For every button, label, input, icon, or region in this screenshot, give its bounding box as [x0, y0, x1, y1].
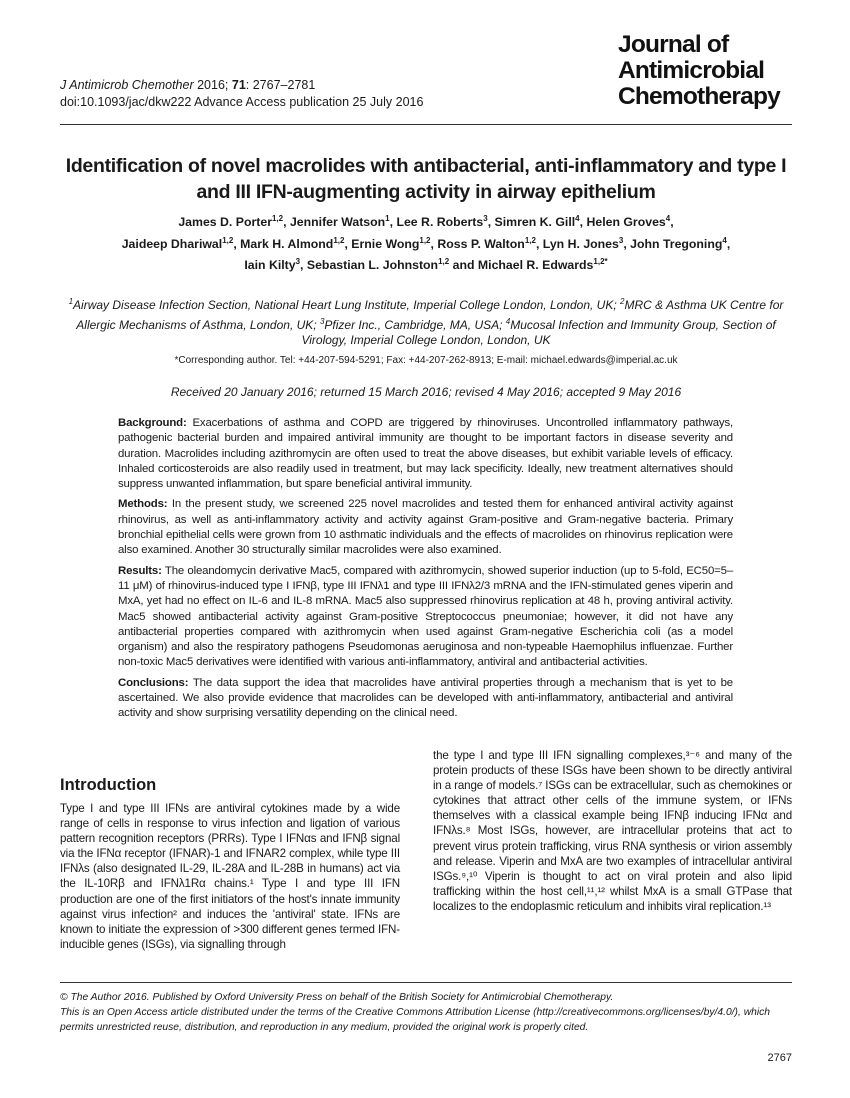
abstract-background: Background: Exacerbations of asthma and COPD are triggered by rhinoviruses. Uncontrolled inflammatory pathways, pathogenic bacterial burden and impaired antiviral immunity are thought to be important factors in disease severity and duration. Macrolides including azithromycin are often used to treat the above diseases, but exhibit variable levels of efficacy. Inhaled corticosteroids are also readily used in treatment, but may lack specificity. Ideally, new treatment alternatives should suppress unwanted inflammation, but spare beneficial antiviral immunity.	[118, 417, 734, 491]
license-footer	[60, 990, 792, 1035]
received-dates: Received 20 January 2016; returned 15 March 2016; revised 4 May 2016; accepted 9 May 2016	[170, 385, 682, 399]
author: Jennifer Watson$^1$	[289, 214, 390, 230]
doi-line[interactable]: doi:10.1093/jac/dkw222 Advance Access publication 25 July 2016	[60, 95, 424, 109]
author: Helen Groves$^4$	[586, 214, 671, 230]
copyright: © The Author 2016. Published by Oxford University Press on behalf of the British Society for Antimicrobial Chemotherapy.	[60, 992, 614, 1003]
header-divider	[60, 124, 792, 125]
author: Mark H. Almond$^{1,2}$	[240, 235, 345, 251]
affiliation: $^1$Airway Disease Infection Section, National Heart Lung Institute, Imperial College London, London, UK;	[68, 297, 621, 312]
author: Sebastian L. Johnston$^{1,2}$	[306, 257, 450, 273]
author: Jaideep Dhariwal$^{1,2}$	[121, 235, 234, 251]
volume: 71	[231, 78, 246, 92]
abstract-results: Results: The oleandomycin derivative Mac5, compared with azithromycin, showed superior induction (up to 5-fold, EC50=5–11 μM) of rhinovirus-induced type I IFNβ, type III IFNλ1 and type III IFNλ2/3 mRNA and the IFN-stimulated genes viperin and MxA, yet had no effect on IL-6 and IL-8 mRNA. Mac5 also suppressed rhinovirus replication at 48 h, proving antiviral activity. Mac5 showed antibacterial activity against Gram-positive Streptococcus pneumoniae; however, it did not have any antibacterial properties compared with azithromycin when used against Gram-negative Escherichia coli (as a model organism) and also the respiratory pathogens Pseudomonas aeruginosa and non-typeable Haemophilus influenzae. Further non-toxic Mac5 derivatives were identified with various anti-inflammatory, antiviral and antibacterial activities.	[118, 564, 734, 669]
year: 2016;	[197, 78, 229, 92]
author: Michael R. Edwards$^{1,2*}$	[477, 257, 608, 273]
corresponding-author: *Corresponding author. Tel: +44-207-594-5291; Fax: +44-207-262-8913; E-mail: michael.edwards@imperial.ac.uk	[174, 355, 678, 366]
article-title: Identification of novel macrolides with antibacterial, anti-inflammatory and type I and III IFN-augmenting activity in airway epithelium	[65, 155, 787, 203]
page-number: 2767	[767, 1052, 792, 1064]
abstract-methods: Methods: In the present study, we screened 225 novel macrolides and tested them for enhanced antiviral activity against rhinovirus, as well as anti-inflammatory activity and activity against Gram-positive and Gram-negative bacteria. Primary bronchial epithelial cells were grown from 10 asthmatic individuals and the effects of macrolides on rhinovirus replication were also examined. Another 30 structurally similar macrolides were also examined.	[118, 498, 733, 557]
author-list: James D. Porter$^{1,2}$, Jennifer Watson$^1$, Lee R. Roberts$^3$, Simren K. Gill$^4$, Helen Groves$^4$, Jaideep Dhariwal$^{1,2}$, Mark H. Almond$^{1,2}$, Ernie Wong$^{1,2}$, Ross P. Walton$^{1,2}$, Lyn H. Jones$^3$, John Tregoning$^4$, Iain Kilty$^3$, Sebastian L. Johnston$^{1,2}$ and Michael R. Edwards$^{1,2*}$	[121, 214, 731, 273]
introduction-heading: Introduction	[60, 776, 157, 794]
journal-logo: Journal of Antimicrobial Chemotherapy	[618, 31, 780, 110]
author: Simren K. Gill$^4$	[494, 214, 580, 230]
intro-left-column: Type I and type III IFNs are antiviral cytokines made by a wide range of cells in response to virus infection and ligation of various pattern recognition receptors (PRRs). Type I IFNαs and IFNβ signal via the IFNα receptor (IFNAR)-1 and IFNAR2 complex, while type III IFNλs (also designated IL-29, IL-28A and IL-28B in humans) act via the IL-10Rβ and IFNλ1Rα chains.¹ Type I and type III IFN production are one of the first initiators of the host's innate immunity against virus infection² and induces the 'antiviral' state. IFNs are known to initiate the expression of >300 different genes termed IFN-inducible genes (ISGs), via signalling through	[60, 802, 400, 951]
license-text[interactable]: This is an Open Access article distributed under the terms of the Creative Commons Attribution License (http://creativecommons.org/licenses/by/4.0/), which permits unrestricted reuse, distribution, and reproduction in any medium, provided the original work is properly cited.	[60, 1007, 771, 1033]
affiliations	[60, 294, 792, 349]
author: James D. Porter$^{1,2}$	[178, 214, 284, 230]
author: John Tregoning$^4$	[630, 235, 727, 251]
intro-right-column: the type I and type III IFN signalling complexes,³⁻⁶ and many of the protein products of these ISGs have been shown to be directly antiviral in a range of models.⁷ ISGs can be extracellular, such as chemokines or cytokines that attract other cells of the immune system, or IFNs themselves with a classical example being IFNβ inducing IFNα and IFNλs.⁸ Most ISGs, however, are intracellular proteins that act to prevent virus protein trafficking, virus RNA synthesis or virion assembly and release. Viperin and MxA are two examples of intracellular antiviral ISGs.⁹,¹⁰ Viperin is thought to act on viral protein and also lipid trafficking within the host cell,¹¹,¹² whilst MxA is a small GTPase that localizes to the endoplasmic reticulum and inhibits viral replication.¹³	[433, 749, 792, 913]
author: Lee R. Roberts$^3$	[396, 214, 488, 230]
citation-header	[60, 77, 423, 111]
affiliation: $^4$Mucosal Infection and Immunity Group, Section of Virology, Imperial College London, London, UK	[301, 316, 776, 347]
author: Iain Kilty$^3$	[244, 257, 301, 273]
affiliation: $^2$MRC & Asthma UK Centre for Allergic Mechanisms of Asthma, London, UK;	[76, 297, 784, 332]
abstract-conclusions: Conclusions: The data support the idea that macrolides have antiviral properties through a mechanism that is yet to be ascertained. We also provide evidence that macrolides can be developed with anti-inflammatory, antibacterial and antiviral activity and show surprising versatility depending on the clinical need.	[118, 676, 733, 720]
pages: : 2767–2781	[245, 78, 316, 92]
author: Ernie Wong$^{1,2}$	[351, 235, 431, 251]
journal-abbrev: J Antimicrob Chemother	[60, 78, 194, 92]
author: Lyn H. Jones$^3$	[542, 235, 624, 251]
author: Ross P. Walton$^{1,2}$	[437, 235, 536, 251]
abstract	[118, 416, 733, 727]
footer-divider	[60, 982, 792, 983]
affiliation: $^3$Pfizer Inc., Cambridge, MA, USA;	[319, 316, 506, 332]
